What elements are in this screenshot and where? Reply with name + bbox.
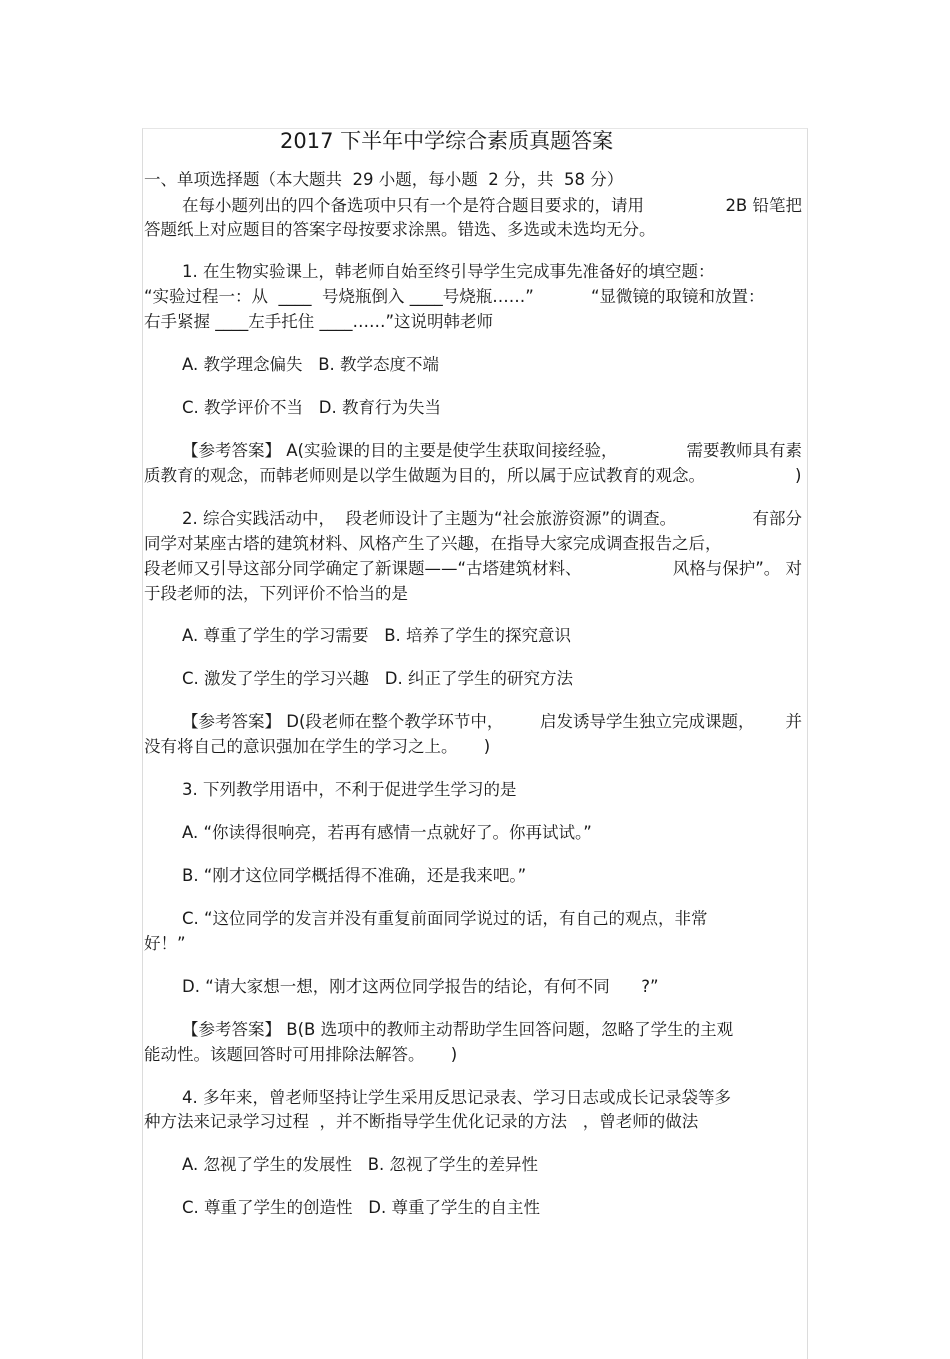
q2-stem-line-3-end: 风格与保护”。 对 bbox=[672, 559, 802, 578]
q3-option-d: D. “请大家想一想，刚才这两位同学报告的结论，有何不同 ?” bbox=[182, 977, 659, 996]
q3-stem: 3. 下列教学用语中，不利于促进学生学习的是 bbox=[182, 780, 517, 799]
instructions-line-1: 在每小题列出的四个备选项中只有一个是符合题目要求的，请用 bbox=[182, 196, 644, 215]
q1-answer-line-1: 【参考答案】 A(实验课的目的主要是使学生获取间接经验， bbox=[182, 441, 618, 460]
q2-answer-line-1-end: 并 bbox=[785, 712, 802, 731]
document-title: 2017 下半年中学综合素质真题答案 bbox=[280, 129, 614, 153]
q2-options-cd: C. 激发了学生的学习兴趣 D. 纠正了学生的研究方法 bbox=[182, 669, 573, 688]
q1-answer-line-2: 质教育的观念，而韩老师则是以学生做题为目的，所以属于应试教育的观念。 bbox=[144, 466, 705, 485]
q2-answer-line-1-mid: 启发诱导学生独立完成课题， bbox=[540, 712, 755, 731]
q1-stem-line-2-end: “显微镜的取镜和放置： bbox=[591, 287, 765, 306]
q1-stem-line-2: “实验过程一：从 ____ 号烧瓶倒入 ____号烧瓶……” bbox=[144, 287, 534, 306]
q3-answer-line-2: 能动性。该题回答时可用排除法解答。 ) bbox=[144, 1045, 458, 1064]
q4-stem-line-1: 4. 多年来，曾老师坚持让学生采用反思记录表、学习日志或成长记录袋等多 bbox=[182, 1088, 731, 1107]
section-heading: 一、单项选择题（本大题共 29 小题，每小题 2 分，共 58 分） bbox=[144, 170, 624, 189]
instructions-line-2: 答题纸上对应题目的答案字母按要求涂黑。错选、多选或未选均无分。 bbox=[144, 220, 656, 239]
q1-options-cd: C. 教学评价不当 D. 教育行为失当 bbox=[182, 398, 441, 417]
q4-options-ab: A. 忽视了学生的发展性 B. 忽视了学生的差异性 bbox=[182, 1155, 539, 1174]
q3-option-c-line-2: 好！” bbox=[144, 934, 186, 953]
q1-options-ab: A. 教学理念偏失 B. 教学态度不端 bbox=[182, 355, 440, 374]
q4-options-cd: C. 尊重了学生的创造性 D. 尊重了学生的自主性 bbox=[182, 1198, 540, 1217]
q2-stem-line-2: 同学对某座古塔的建筑材料、风格产生了兴趣，在指导大家完成调查报告之后， bbox=[144, 534, 722, 553]
q2-options-ab: A. 尊重了学生的学习需要 B. 培养了学生的探究意识 bbox=[182, 626, 572, 645]
instructions-line-1-end: 2B 铅笔把 bbox=[725, 196, 802, 215]
q1-stem-line-3: 右手紧握 ____左手托住 ____……”这说明韩老师 bbox=[144, 312, 494, 331]
q3-option-c-line-1: C. “这位同学的发言并没有重复前面同学说过的话，有自己的观点，非常 bbox=[182, 909, 708, 928]
q2-answer-line-1: 【参考答案】 D(段老师在整个教学环节中， bbox=[182, 712, 504, 731]
q4-stem-line-2: 种方法来记录学习过程 ，并不断指导学生优化记录的方法 ，曾老师的做法 bbox=[144, 1112, 699, 1131]
q1-stem-line-1: 1. 在生物实验课上，韩老师自始至终引导学生完成事先准备好的填空题： bbox=[182, 262, 715, 281]
q2-stem-line-4: 于段老师的法，下列评价不恰当的是 bbox=[144, 584, 408, 603]
q1-answer-close: ) bbox=[795, 466, 802, 485]
q3-answer-line-1: 【参考答案】 B(B 选项中的教师主动帮助学生回答问题，忽略了学生的主观 bbox=[182, 1020, 734, 1039]
q2-answer-line-2: 没有将自己的意识强加在学生的学习之上。 ) bbox=[144, 737, 491, 756]
q2-stem-line-1-end: 有部分 bbox=[752, 509, 802, 528]
q3-option-b: B. “刚才这位同学概括得不准确，还是我来吧。” bbox=[182, 866, 527, 885]
q3-option-a: A. “你读得很响亮，若再有感情一点就好了。你再试试。” bbox=[182, 823, 592, 842]
q1-answer-line-1-end: 需要教师具有素 bbox=[686, 441, 802, 460]
q2-stem-line-3: 段老师又引导这部分同学确定了新课题——“古塔建筑材料、 bbox=[144, 559, 582, 578]
q2-stem-line-1: 2. 综合实践活动中， 段老师设计了主题为“社会旅游资源”的调查。 bbox=[182, 509, 677, 528]
